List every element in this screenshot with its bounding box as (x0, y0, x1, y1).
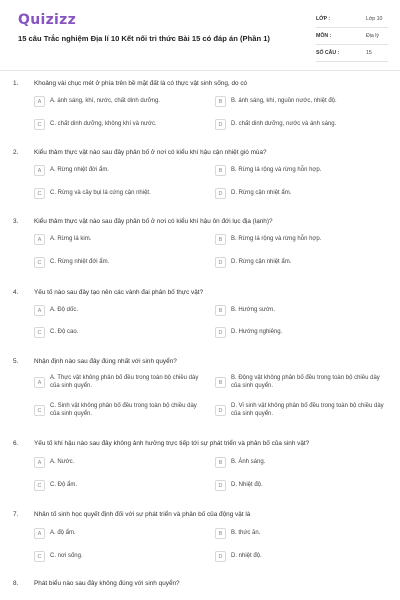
option-c[interactable] (34, 551, 204, 562)
option-letter: A (34, 305, 45, 316)
meta-label: SỐ CÂU : (316, 50, 340, 56)
option-text: D. Nhiệt độ. (231, 481, 263, 488)
option-d[interactable] (215, 551, 387, 562)
option-b[interactable] (215, 165, 387, 176)
header-divider (0, 70, 400, 71)
option-letter: A (34, 96, 45, 107)
option-text: C. Độ ẩm. (50, 481, 78, 488)
option-letter: C (34, 257, 45, 268)
option-text: B. thức ăn. (231, 529, 261, 536)
option-letter: A (34, 234, 45, 245)
option-text: B. Rừng lá rộng và rừng hỗn hợp. (231, 235, 322, 242)
option-letter: C (34, 405, 45, 416)
option-letter: A (34, 165, 45, 176)
option-text: B. ánh sáng, khí, nguồn nước, nhiệt độ. (231, 97, 337, 104)
option-letter: D (215, 327, 226, 338)
option-text: B. Động vật không phân bố đều trong toàn bộ chiều dày của sinh quyển. (231, 375, 380, 389)
option-text: C. Độ cao. (50, 328, 79, 335)
meta-label: LỚP : (316, 16, 331, 22)
option-b[interactable] (215, 234, 387, 245)
question-number: 8. (13, 580, 19, 587)
question-number: 1. (13, 80, 19, 87)
meta-value: Địa lý (366, 33, 379, 39)
question-text: Yếu tố nào sau đây tạo nên các vành đai phân bố thực vật? (34, 289, 204, 296)
option-a[interactable] (34, 528, 204, 539)
option-c[interactable] (34, 119, 204, 130)
option-letter: A (34, 457, 45, 468)
question-text: Kiểu thảm thực vật nào sau đây phân bố ở nơi có kiểu khí hậu cận nhiệt gió mùa? (34, 149, 267, 156)
option-text: D. Vi sinh vật không phân bố đều trong toàn bộ chiều dày của sinh quyển. (231, 403, 384, 417)
question-number: 7. (13, 511, 19, 518)
option-text: C. Rừng nhiệt đới ẩm. (50, 258, 110, 265)
page-header (0, 0, 400, 68)
option-text: A. Rừng lá kim. (50, 235, 92, 242)
meta-value: 15 (366, 50, 372, 56)
option-letter: B (215, 457, 226, 468)
option-c[interactable] (34, 188, 204, 199)
option-text: C. chất dinh dưỡng, không khí và nước. (50, 120, 157, 127)
meta-value: Lớp 10 (366, 16, 383, 22)
option-letter: D (215, 551, 226, 562)
option-letter: C (34, 327, 45, 338)
option-d[interactable] (215, 119, 387, 130)
option-a[interactable] (34, 457, 204, 468)
option-d[interactable] (215, 188, 387, 199)
document-title: 15 câu Trắc nghiệm Địa lí 10 Kết nối tri thức Bài 15 có đáp án (Phần 1) (18, 34, 270, 43)
option-d[interactable] (215, 327, 387, 338)
option-text: A. Thực vật không phân bố đều trong toàn bộ chiều dày của sinh quyển. (50, 375, 199, 389)
option-text: D. nhiệt độ. (231, 552, 262, 559)
option-letter: D (215, 405, 226, 416)
option-text: D. Rừng cận nhiệt ẩm. (231, 258, 292, 265)
option-letter: D (215, 257, 226, 268)
question-text: Nhân tố sinh học quyết định đối với sự phát triển và phân bố của động vật là (34, 511, 251, 518)
option-text: A. Nước. (50, 458, 75, 465)
question-number: 6. (13, 440, 19, 447)
option-text: A. độ ẩm. (50, 529, 76, 536)
option-letter: C (34, 551, 45, 562)
option-a[interactable] (34, 96, 204, 107)
option-letter: C (34, 119, 45, 130)
option-letter: D (215, 480, 226, 491)
option-letter: D (215, 119, 226, 130)
option-b[interactable] (215, 528, 387, 539)
option-d[interactable] (215, 257, 387, 268)
meta-row-subject (316, 30, 388, 45)
question-number: 2. (13, 149, 19, 156)
option-letter: B (215, 96, 226, 107)
option-b[interactable] (215, 375, 387, 390)
meta-row-question-count (316, 47, 388, 62)
question-number: 5. (13, 358, 19, 365)
option-text: B. Hướng sườn. (231, 306, 275, 313)
option-text: D. Rừng cận nhiệt ẩm. (231, 189, 292, 196)
question-text: Phát biểu nào sau đây không đúng với sinh quyển? (34, 580, 180, 587)
option-text: D. Hướng nghiêng. (231, 328, 283, 335)
question-text: Yếu tố khí hậu nào sau đây không ảnh hưởng trực tiếp tới sự phát triển và phân bố của sinh vật? (34, 440, 310, 447)
option-letter: D (215, 188, 226, 199)
option-letter: C (34, 188, 45, 199)
option-c[interactable] (34, 403, 204, 418)
option-d[interactable] (215, 480, 387, 491)
option-letter: B (215, 377, 226, 388)
question-text: Khoảng vài chục mét ở phía trên bề mặt đất là có thực vật sinh sống, do có (34, 80, 248, 87)
option-text: A. Độ dốc. (50, 306, 79, 313)
option-c[interactable] (34, 480, 204, 491)
meta-label: MÔN : (316, 33, 332, 39)
option-a[interactable] (34, 234, 204, 245)
option-text: A. Rừng nhiệt đới ẩm. (50, 166, 109, 173)
option-a[interactable] (34, 375, 204, 390)
option-text: B. Rừng lá rộng và rừng hỗn hợp. (231, 166, 322, 173)
option-a[interactable] (34, 305, 204, 316)
option-a[interactable] (34, 165, 204, 176)
option-d[interactable] (215, 403, 387, 418)
option-letter: B (215, 528, 226, 539)
option-text: B. Ánh sáng. (231, 458, 266, 465)
option-text: A. ánh sáng, khí, nước, chất dinh dưỡng. (50, 97, 160, 104)
question-text: Nhận định nào sau đây đúng nhất với sinh quyển? (34, 358, 177, 365)
meta-row-grade (316, 13, 388, 28)
option-letter: B (215, 305, 226, 316)
option-letter: B (215, 234, 226, 245)
option-text: C. Sinh vật không phân bố đều trong toàn bộ chiều dày của sinh quyển. (50, 403, 197, 417)
option-letter: A (34, 528, 45, 539)
option-letter: A (34, 377, 45, 388)
option-b[interactable] (215, 305, 387, 316)
quizizz-logo: Quizizz (18, 12, 77, 28)
option-c[interactable] (34, 327, 204, 338)
question-number: 3. (13, 218, 19, 225)
question-text: Kiểu thảm thực vật nào sau đây phân bố ở nơi có kiểu khí hậu ôn đới lục địa (lạnh)? (34, 218, 273, 225)
option-b[interactable] (215, 457, 387, 468)
option-text: D. chất dinh dưỡng, nước và ánh sáng. (231, 120, 337, 127)
option-text: C. Rừng và cây bụi lá cứng cận nhiệt. (50, 189, 151, 196)
meta-info (316, 13, 388, 64)
option-letter: B (215, 165, 226, 176)
option-b[interactable] (215, 96, 387, 107)
option-letter: C (34, 480, 45, 491)
question-number: 4. (13, 289, 19, 296)
option-c[interactable] (34, 257, 204, 268)
option-text: C. nơi sống. (50, 552, 83, 559)
